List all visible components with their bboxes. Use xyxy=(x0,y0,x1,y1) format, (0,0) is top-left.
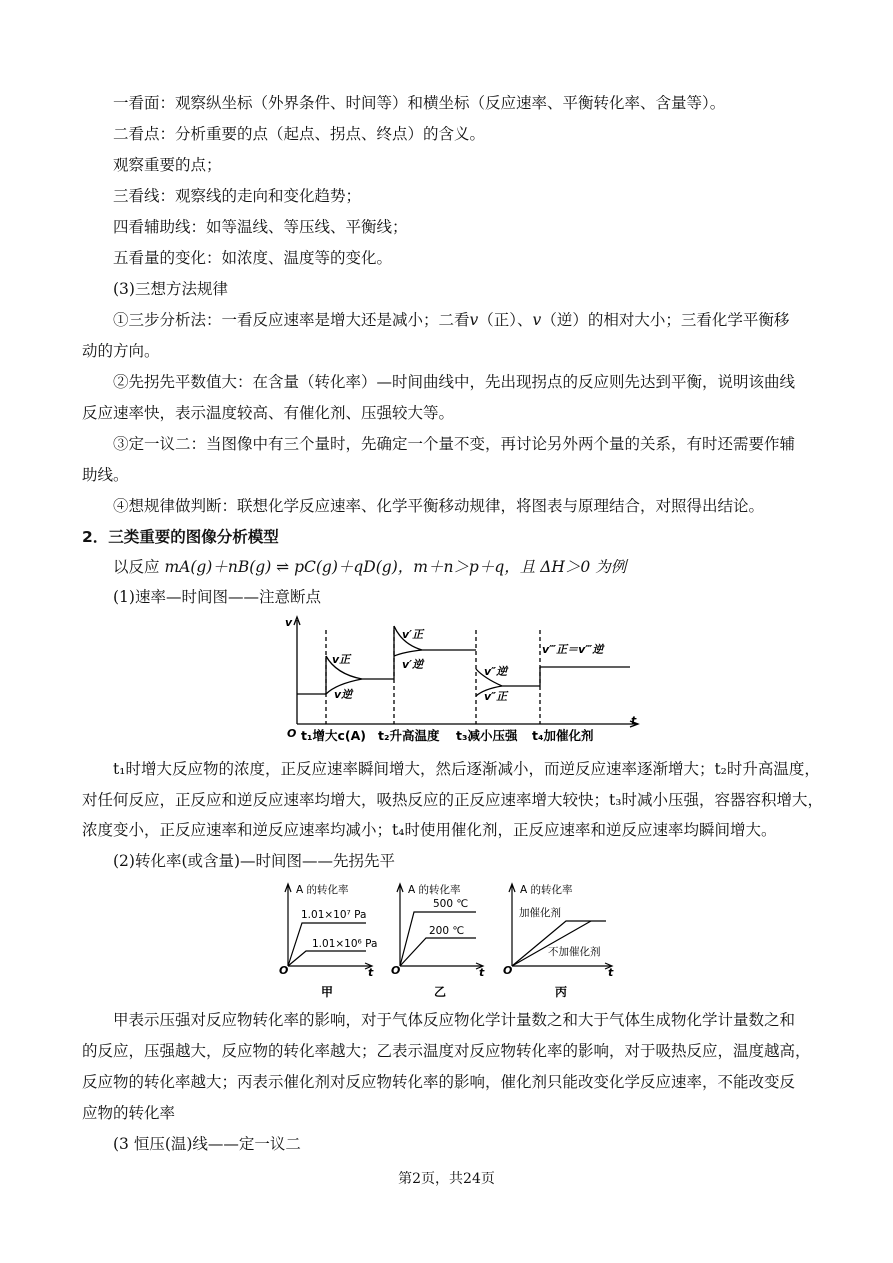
y-axis-label: A 的转化率 xyxy=(408,884,461,896)
bing-label-1: 加催化剂 xyxy=(519,907,561,919)
text-span: （正）、 xyxy=(478,311,533,329)
yi-curve-500 xyxy=(400,912,476,966)
reaction-line xyxy=(113,557,626,577)
x-axis-label: t xyxy=(631,714,637,727)
text-line: 反应速率快，表示温度较高、有催化剂、压强较大等。 xyxy=(82,404,455,422)
origin-label: O xyxy=(287,727,297,740)
v-prime-forward-label: v′正 xyxy=(402,628,424,641)
text-line: 对任何反应，正反应和逆反应速率均增大，吸热反应的正反应速率增大较快；t₃时减小压强，容器容积增大， xyxy=(82,791,823,809)
t3-label: t₃减小压强 xyxy=(456,728,518,743)
y-axis-label: A 的转化率 xyxy=(520,884,573,896)
bing-label-2: 不加催化剂 xyxy=(548,946,601,958)
yi-label-2: 200 ℃ xyxy=(429,925,465,937)
conversion-time-charts xyxy=(276,878,621,1003)
text-line: 二看点：分析重要的点（起点、拐点、终点）的含义。 xyxy=(113,125,486,143)
x-axis-label: t xyxy=(608,966,614,979)
v-forward-label: v正 xyxy=(332,653,351,666)
text-line: 浓度变小，正反应速率和逆反应速率均减小；t₄时使用催化剂，正反应速率和逆反应速率均瞬间增大。 xyxy=(82,821,777,839)
text-line: t₁时增大反应物的浓度，正反应速率瞬间增大，然后逐渐减小，而逆反应速率逐渐增大；t₂时升高温度， xyxy=(113,760,820,778)
origin-label: O xyxy=(279,964,289,977)
x-axis-label: t xyxy=(479,966,485,979)
yi-label-1: 500 ℃ xyxy=(433,898,469,910)
text-line: ③定一议二：当图像中有三个量时，先确定一个量不变，再讨论另外两个量的关系，有时还需要作辅 xyxy=(113,435,796,453)
subheading: (3 恒压(温)线——定一议二 xyxy=(113,1135,301,1153)
subheading: (1)速率—时间图——注意断点 xyxy=(113,588,321,606)
origin-label: O xyxy=(503,964,513,977)
text-line: 的反应，压强越大，反应物的转化率越大；乙表示温度对反应物转化率的影响，对于吸热反应，温度越高， xyxy=(82,1042,811,1060)
jia-label-2: 1.01×10⁶ Pa xyxy=(312,938,378,950)
rate-time-chart xyxy=(270,612,650,752)
text-span: （逆）的相对大小；三看化学平衡移 xyxy=(541,311,790,329)
text-span: ①三步分析法：一看反应速率是增大还是减小；二看 xyxy=(113,311,470,329)
t1-label: t₁增大c(A) xyxy=(301,728,366,743)
v-double-prime-reverse-label: v″逆 xyxy=(484,665,508,678)
caption-bing: 丙 xyxy=(555,985,568,999)
text-line: 助线。 xyxy=(82,466,129,484)
caption-yi: 乙 xyxy=(434,985,447,999)
text-line: 观察重要的点； xyxy=(113,156,222,174)
text-line: ④想规律做判断：联想化学反应速率、化学平衡移动规律，将图表与原理结合，对照得出结论。 xyxy=(113,497,765,515)
bing-curve-without-catalyst xyxy=(512,921,591,966)
v-prime-reverse-label: v′逆 xyxy=(402,658,424,671)
origin-label: O xyxy=(391,964,401,977)
text-line: ②先拐先平数值大：在含量（转化率）—时间曲线中，先出现拐点的反应则先达到平衡，说明该曲线 xyxy=(113,373,796,391)
y-axis-label: A 的转化率 xyxy=(296,884,349,896)
v-reverse-curve xyxy=(394,650,422,656)
text-line: 甲表示压强对反应物转化率的影响，对于气体反应物化学计量数之和大于气体生成物化学计量数之和 xyxy=(113,1011,796,1029)
text-line: 五看量的变化：如浓度、温度等的变化。 xyxy=(113,249,393,267)
t2-label: t₂升高温度 xyxy=(378,728,440,743)
text-line: 动的方向。 xyxy=(82,342,160,360)
text-span: 以反应 xyxy=(113,558,165,576)
x-axis-label: t xyxy=(368,966,374,979)
velocity-symbol: v xyxy=(532,311,542,329)
text-line: 应物的转化率 xyxy=(82,1104,176,1122)
t4-label: t₄加催化剂 xyxy=(532,728,594,743)
page-footer: 第2页，共24页 xyxy=(398,1171,495,1187)
caption-jia: 甲 xyxy=(321,985,334,999)
y-axis-label: v xyxy=(285,616,293,629)
v-triple-prime-label: v‴正＝v‴逆 xyxy=(542,643,604,656)
yi-curve-200 xyxy=(400,938,476,966)
v-reverse-label: v逆 xyxy=(334,688,353,701)
text-line: 三看线：观察线的走向和变化趋势； xyxy=(113,187,362,205)
text-line: 反应物的转化率越大；丙表示催化剂对反应物转化率的影响，催化剂只能改变化学反应速率，不能改变反 xyxy=(82,1073,796,1091)
text-line xyxy=(113,310,789,330)
v-double-prime-forward-label: v″正 xyxy=(484,690,508,703)
text-line: 四看辅助线：如等温线、等压线、平衡线； xyxy=(113,218,408,236)
text-line: 一看面：观察纵坐标（外界条件、时间等）和横坐标（反应速率、平衡转化率、含量等）。 xyxy=(113,94,726,112)
jia-curve-low-pressure xyxy=(288,951,366,966)
subheading: (2)转化率(或含量)—时间图——先拐先平 xyxy=(113,852,396,870)
bing-curve-with-catalyst xyxy=(512,921,606,966)
reaction-equation: mA(g)＋nB(g) ⇌ pC(g)＋qD(g)，m＋n＞p＋q，且 ΔH＞0 为例 xyxy=(164,558,627,576)
jia-label-1: 1.01×10⁷ Pa xyxy=(301,909,367,921)
subheading: (3)三想方法规律 xyxy=(113,280,228,298)
velocity-symbol: v xyxy=(469,311,479,329)
section-heading: 2．三类重要的图像分析模型 xyxy=(82,528,279,546)
